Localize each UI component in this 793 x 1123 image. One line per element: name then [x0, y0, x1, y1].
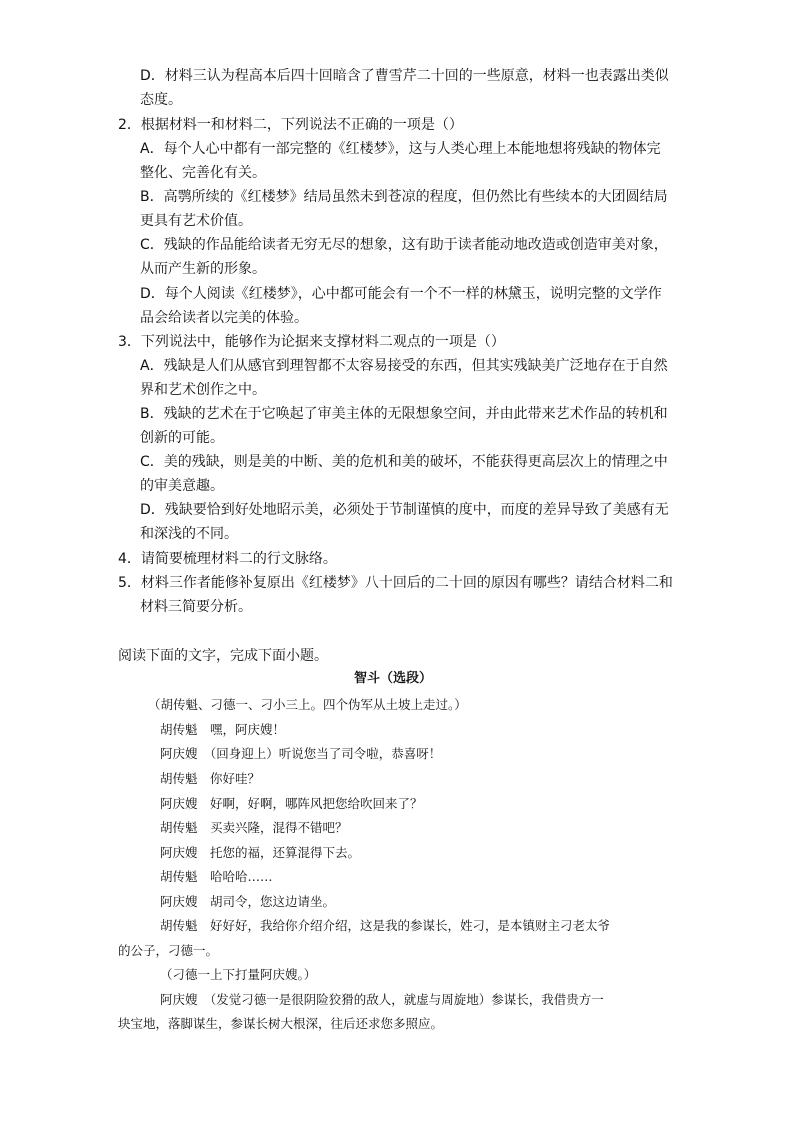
passage-title: 智斗（选段） [354, 671, 433, 686]
q2-option-b-line2: 更具有艺术价值。 [140, 213, 252, 229]
q3-option-d-line2: 和深浅的不同。 [140, 526, 238, 542]
q2-option-c-line1: C．残缺的作品能给读者无穷无尽的想象，这有助于读者能动地改造或创造审美对象， [140, 237, 668, 253]
q2-option-d-line1: D．每个人阅读《红楼梦》，心中都可能会有一个不一样的林黛玉，说明完整的文学作 [140, 286, 662, 302]
question-4-stem: 4．请简要梳理材料二的行文脉络。 [118, 551, 337, 567]
q3-option-c-line1: C．美的残缺，则是美的中断、美的危机和美的破坏，不能获得更高层次上的情理之中 [140, 454, 668, 470]
q3-option-b-line2: 创新的可能。 [140, 430, 224, 446]
dialogue-line: 阿庆嫂 托您的福，还算混得下去。 [160, 845, 361, 860]
dialogue-line: 胡传魁 哈哈哈…… [160, 869, 273, 884]
q2-option-a-line2: 整化、完善化有关。 [140, 165, 266, 181]
q3-option-a-line2: 界和艺术创作之中。 [140, 382, 266, 398]
question-5-stem-line1: 5．材料三作者能修补复原出《红楼梦》八十回后的二十回的原因有哪些？请结合材料二和 [118, 575, 673, 591]
q1-option-d-line1: D．材料三认为程高本后四十回暗含了曹雪芹二十回的一些原意，材料一也表露出类似 [140, 68, 669, 84]
q2-option-d-line2: 品会给读者以完美的体验。 [140, 310, 308, 326]
dialogue-line: 阿庆嫂 （回身迎上）听说您当了司令啦，恭喜呀！ [160, 746, 442, 761]
q2-option-a-line1: A．每个人心中都有一部完整的《红楼梦》，这与人类心理上本能地想将残缺的物体完 [140, 141, 661, 157]
dialogue-line: 胡传魁 好好好，我给你介绍介绍，这是我的参谋长，姓刁，是本镇财主刁老太爷 [160, 918, 611, 933]
question-3-stem: 3．下列说法中，能够作为论据来支撑材料二观点的一项是（） [118, 334, 505, 350]
dialogue-line: 阿庆嫂 胡司令，您这边请坐。 [160, 894, 336, 909]
stage-direction: （胡传魁、刁德一、刁小三上。四个伪军从土坡上走过。） [148, 697, 467, 712]
dialogue-line-continued: 的公子，刁德一。 [118, 943, 219, 958]
q3-option-d-line1: D．残缺要恰到好处地昭示美，必须处于节制谨慎的度中，而度的差异导致了美感有无 [140, 502, 669, 518]
dialogue-line: 胡传魁 嘿，阿庆嫂！ [160, 722, 286, 737]
stage-direction: （刁德一上下打量阿庆嫂。） [160, 967, 317, 982]
reading-instruction: 阅读下面的文字，完成下面小题。 [118, 648, 328, 664]
q2-option-c-line2: 从而产生新的形象。 [140, 261, 266, 277]
dialogue-line: 阿庆嫂 好啊，好啊，哪阵风把您给吹回来了？ [160, 796, 423, 811]
question-5-stem-line2: 材料三简要分析。 [140, 599, 252, 615]
dialogue-line-continued: 块宝地，落脚谋生，参谋长树大根深，往后还求您多照应。 [118, 1016, 444, 1031]
q3-option-b-line1: B．残缺的艺术在于它唤起了审美主体的无限想象空间，并由此带来艺术作品的转机和 [140, 406, 668, 422]
dialogue-line: 胡传魁 买卖兴隆，混得不错吧？ [160, 820, 348, 835]
dialogue-line: 胡传魁 你好哇？ [160, 771, 261, 786]
q2-option-b-line1: B．高鹗所续的《红楼梦》结局虽然未到苍凉的程度，但仍然比有些续本的大团圆结局 [140, 189, 668, 205]
q1-option-d-line2: 态度。 [140, 92, 182, 108]
question-2-stem: 2．根据材料一和材料二，下列说法不正确的一项是（） [118, 117, 463, 133]
q3-option-c-line2: 的审美意趣。 [140, 478, 224, 494]
q3-option-a-line1: A．残缺是人们从感官到理智都不太容易接受的东西，但其实残缺美广泛地存在于自然 [140, 358, 668, 374]
dialogue-line: 阿庆嫂 （发觉刁德一是很阴险狡猾的敌人，就虚与周旋地）参谋长，我借贵方一 [160, 992, 604, 1007]
